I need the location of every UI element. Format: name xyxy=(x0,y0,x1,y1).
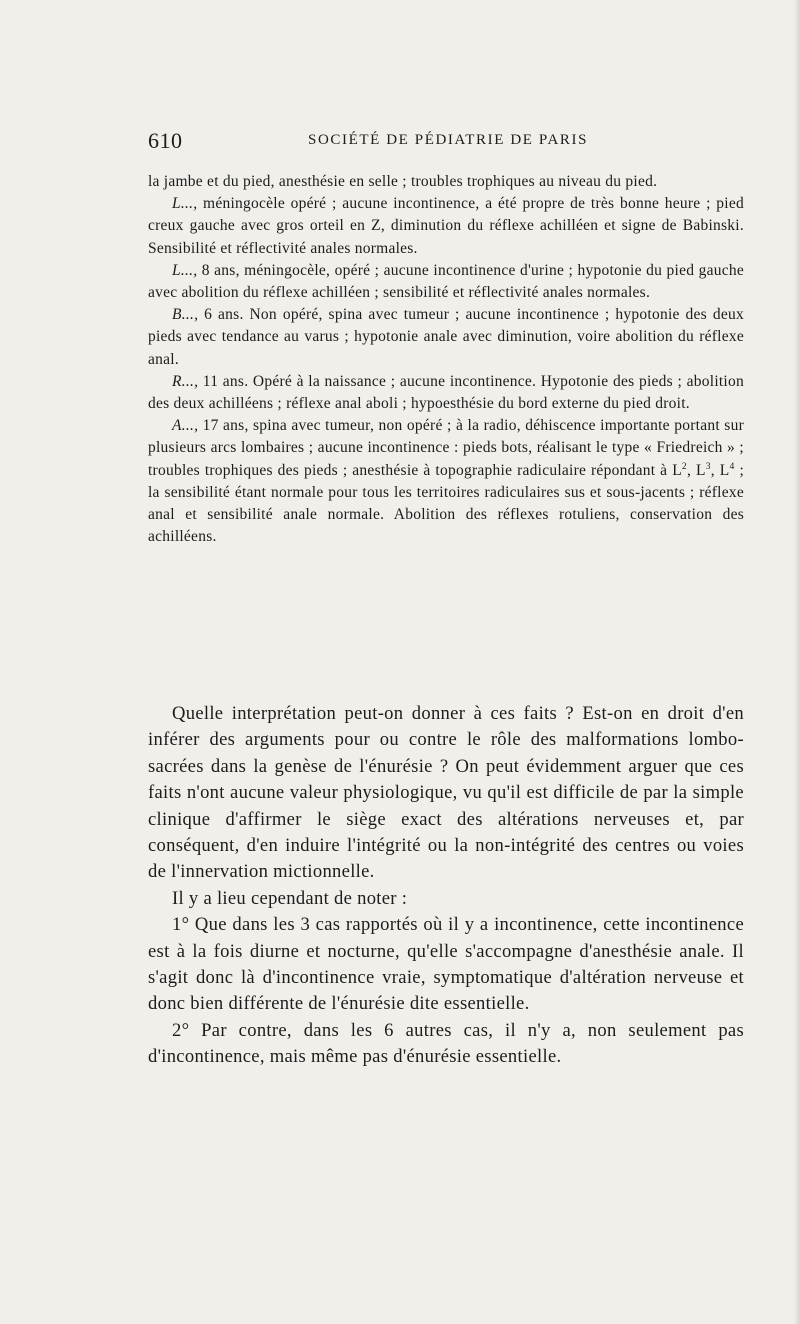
case-note xyxy=(148,371,744,415)
case-note xyxy=(148,193,744,260)
root-l2: $L^2$ xyxy=(672,460,687,479)
case-name: B..., xyxy=(172,306,199,324)
case-note-continuation xyxy=(148,171,744,193)
case-note-text: la jambe et du pied, anesthésie en selle ; troubles trophiques au niveau du pied. xyxy=(148,173,658,190)
case-note-text: ; la sensibilité étant normale pour tous les territoires radiculaires sus et sous-jacents ; réflexe anal et sensibilité anale normale. Abolition des réflexes rotuliens, conservation des achilléens. xyxy=(148,461,745,546)
scan-edge xyxy=(794,0,800,1324)
discussion-paragraph: 1° Que dans les 3 cas rapportés où il y a incontinence, cette incontinence est à la fois diurne et nocturne, qu'elle s'accompagne d'anesthésie anale. Il s'agit donc là d'incontinence vraie, symptomatique d'altération nerveuse et donc bien différente de l'énurésie dite essentielle. xyxy=(148,914,744,1015)
root-l4: $L^4$ xyxy=(719,460,735,479)
case-note-text: 17 ans, spina avec tumeur, non opéré ; à la radio, déhiscence importante portant sur plusieurs arcs lombaires ; aucune incontinence : pieds bots, réalisant le type « Friedreich » ; troubles trophiques des pieds ; anesthésie à topographie radiculaire répondant à xyxy=(148,417,744,479)
case-notes xyxy=(148,171,744,548)
discussion-paragraph: Il y a lieu cependant de noter : xyxy=(172,887,408,909)
case-note-text: 6 ans. Non opéré, spina avec tumeur ; aucune incontinence ; hypotonie des deux pieds avec tendance au varus ; hypotonie anale avec diminution, voire abolition du réflexe anal. xyxy=(148,306,744,368)
case-note: A..., 17 ans, spina avec tumeur, non opéré ; à la radio, déhiscence importante portant sur plusieurs arcs lombaires ; aucune incontinence : pieds bots, réalisant le type « Friedreich » ; troubles trophiques des pieds ; anesthésie à topographie radiculaire répondant à $L^2$, $L^3$, $L^4$ ; la sensibilité étant normale pour tous les territoires radiculaires sus et sous-jacents ; réflexe anal et sensibilité anale normale. Abolition des réflexes rotuliens, conservation des achilléens. xyxy=(148,417,745,546)
page-number: 610 xyxy=(148,128,183,153)
discussion xyxy=(148,701,744,1071)
case-name: L..., xyxy=(172,195,198,213)
case-name: R..., xyxy=(172,372,199,390)
case-note xyxy=(148,260,744,304)
running-title: SOCIÉTÉ DE PÉDIATRIE DE PARIS xyxy=(308,132,589,148)
case-note-text: 8 ans, méningocèle, opéré ; aucune incontinence d'urine ; hypotonie du pied gauche avec abolition du réflexe achilléen ; sensibilité et réflectivité anales normales. xyxy=(148,261,744,302)
case-note-text: méningocèle opéré ; aucune incontinence, a été propre de très bonne heure ; pied creux gauche avec gros orteil en Z, diminution du réflexe achilléen et signe de Babinski. Sensibilité et réflectivité anales normales. xyxy=(148,195,744,257)
case-note xyxy=(148,304,744,371)
discussion-paragraph: Quelle interprétation peut-on donner à ces faits ? Est-on en droit d'en inférer des arguments pour ou contre le rôle des malformations lombo-sacrées dans la genèse de l'énurésie ? On peut évidemment arguer que ces faits n'ont aucune valeur physiologique, vu qu'il est difficile de par la simple clinique d'affirmer le siège exact des altérations nerveuses et, par conséquent, d'en induire l'intégrité ou la non-intégrité des centres ou voies de l'innervation mictionnelle. xyxy=(148,703,744,883)
discussion-paragraph: 2° Par contre, dans les 6 autres cas, il n'y a, non seulement pas d'incontinence, mais même pas d'énurésie essentielle. xyxy=(148,1019,744,1068)
page-header xyxy=(148,128,744,158)
root-l3: $L^3$ xyxy=(695,460,711,479)
case-note-text: 11 ans. Opéré à la naissance ; aucune incontinence. Hypotonie des pieds ; abolition des deux achilléens ; réflexe anal aboli ; hypoesthésie du bord externe du pied droit. xyxy=(148,372,744,413)
case-name: L..., xyxy=(172,261,198,279)
case-name: A..., xyxy=(172,417,199,435)
